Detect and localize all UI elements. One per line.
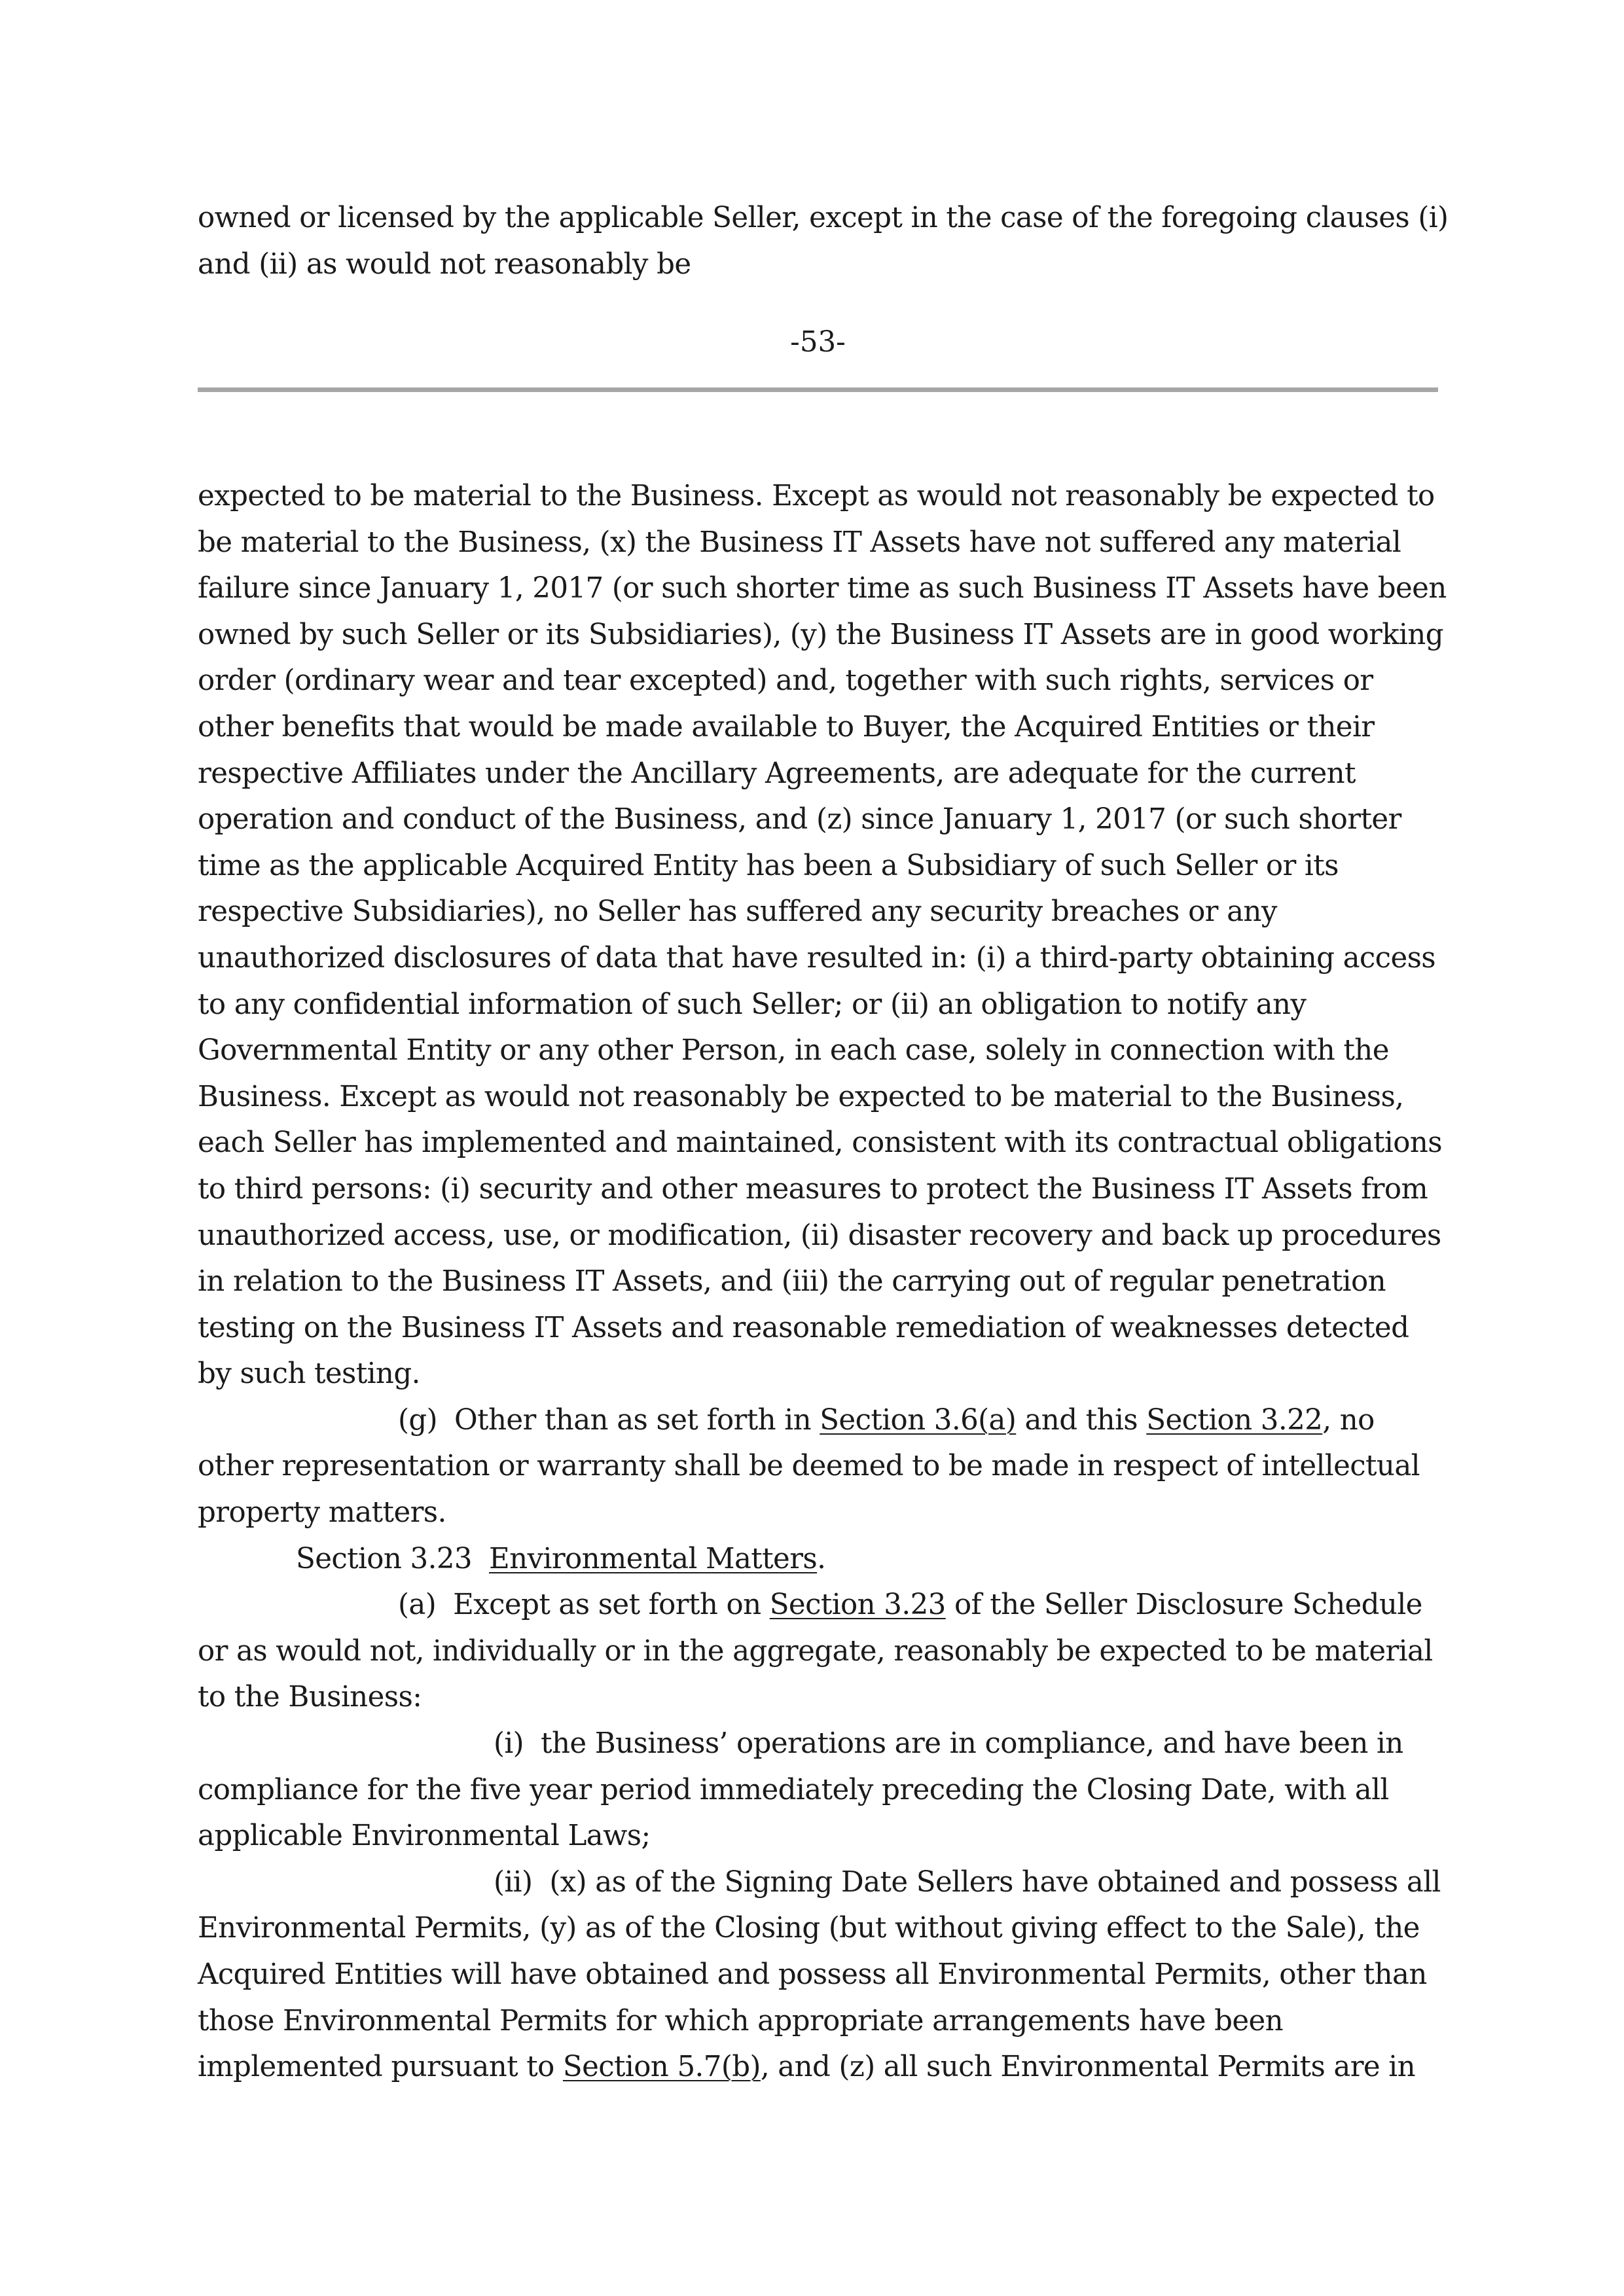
- page-break-rule: [198, 387, 1438, 392]
- section-number: Section 3.23: [296, 1542, 472, 1575]
- text-line: failure since January 1, 2017 (or such shorter time as such Business IT Assets have been: [198, 572, 1447, 605]
- clause-label: (ii): [494, 1865, 533, 1899]
- text-line: or as would not, individually or in the aggregate, reasonably be expected to be material: [198, 1634, 1433, 1668]
- text-line: unauthorized access, use, or modification, (ii) disaster recovery and back up procedures: [198, 1219, 1441, 1252]
- text-run: , no: [1322, 1403, 1375, 1437]
- text-line: be material to the Business, (x) the Business IT Assets have not suffered any material: [198, 526, 1401, 559]
- text-run: .: [817, 1542, 826, 1575]
- text-line: other representation or warranty shall be deemed to be made in respect of intellectual: [198, 1450, 1420, 1483]
- section-title: Environmental Matters: [489, 1542, 818, 1575]
- paragraph-ii: [198, 1859, 1441, 2090]
- paragraph-g: [198, 1397, 1438, 1536]
- text-run: Except as set forth on: [453, 1588, 770, 1622]
- clause-label: (g): [398, 1403, 437, 1437]
- text-line: property matters.: [198, 1496, 446, 1530]
- clause-label: (i): [494, 1727, 524, 1761]
- text-line: Business. Except as would not reasonably be expected to be material to the Business,: [198, 1080, 1404, 1113]
- text-line: each Seller has implemented and maintained, consistent with its contractual obligations: [198, 1126, 1442, 1160]
- paragraph-g-first-line: [198, 1397, 1438, 1444]
- text-line: by such testing.: [198, 1357, 420, 1391]
- page-number: -53-: [790, 326, 846, 359]
- text-line: owned or licensed by the applicable Seller, except in the case of the foregoing clauses (i): [198, 202, 1449, 234]
- text-line: expected to be material to the Business. Except as would not reasonably be expected to: [198, 480, 1435, 512]
- text-line: respective Subsidiaries), no Seller has suffered any security breaches or any: [198, 895, 1277, 929]
- text-run: (x) as of the Signing Date Sellers have obtained and possess all: [549, 1865, 1441, 1899]
- text-line: those Environmental Permits for which appropriate arrangements have been: [198, 2004, 1284, 2037]
- paragraph-i-first-line: [198, 1721, 1438, 1767]
- section-reference-link[interactable]: Section 5.7(b): [562, 2051, 761, 2084]
- carryover-text: [198, 195, 1449, 287]
- paragraph-ii-first-line: [198, 1859, 1441, 1906]
- text-line: in relation to the Business IT Assets, and (iii) the carrying out of regular penetration: [198, 1265, 1386, 1299]
- section-reference-link[interactable]: Section 3.6(a): [820, 1403, 1017, 1437]
- section-reference-link[interactable]: Section 3.23: [769, 1588, 946, 1622]
- text-line: compliance for the five year period immediately preceding the Closing Date, with all: [198, 1773, 1389, 1806]
- text-run: Other than as set forth in: [454, 1403, 820, 1437]
- clause-label: (a): [398, 1588, 437, 1622]
- text-line: operation and conduct of the Business, and (z) since January 1, 2017 (or such shorter: [198, 803, 1401, 836]
- text-line: Acquired Entities will have obtained and possess all Environmental Permits, other than: [198, 1958, 1427, 1991]
- text-line: testing on the Business IT Assets and reasonable remediation of weaknesses detected: [198, 1311, 1409, 1344]
- text-line: unauthorized disclosures of data that have resulted in: (i) a third-party obtaining access: [198, 941, 1436, 975]
- text-run: and this: [1016, 1403, 1147, 1437]
- text-line: and (ii) as would not reasonably be: [198, 247, 691, 281]
- text-line: owned by such Seller or its Subsidiaries), (y) the Business IT Assets are in good working: [198, 618, 1443, 651]
- text-line: other benefits that would be made available to Buyer, the Acquired Entities or their: [198, 710, 1375, 744]
- text-line: to the Business:: [198, 1681, 422, 1714]
- text-run: , and (z) all such Environmental Permits are in: [760, 2051, 1416, 2084]
- text-run: of the Seller Disclosure Schedule: [945, 1588, 1422, 1622]
- paragraph-a-first-line: [198, 1582, 1438, 1628]
- section-heading-line: [198, 1536, 1438, 1583]
- paragraph-i: [198, 1721, 1438, 1859]
- main-text: [198, 473, 1447, 2090]
- section-3-23-heading: [198, 1536, 1438, 1583]
- paragraph-a: [198, 1582, 1438, 1721]
- paragraph-ii-last-line: [198, 2044, 1438, 2090]
- paragraph-f-continuation: [198, 473, 1447, 1397]
- text-run: implemented pursuant to: [198, 2051, 563, 2084]
- text-line: Governmental Entity or any other Person, in each case, solely in connection with the: [198, 1034, 1389, 1067]
- text-line: applicable Environmental Laws;: [198, 1820, 651, 1853]
- text-line: Environmental Permits, (y) as of the Closing (but without giving effect to the Sale), the: [198, 1912, 1420, 1945]
- section-reference-link[interactable]: Section 3.22: [1146, 1403, 1323, 1437]
- text-run: the Business’ operations are in compliance, and have been in: [541, 1727, 1403, 1761]
- text-line: time as the applicable Acquired Entity has been a Subsidiary of such Seller or its: [198, 849, 1339, 882]
- text-line: to third persons: (i) security and other measures to protect the Business IT Assets from: [198, 1172, 1428, 1206]
- text-line: to any confidential information of such Seller; or (ii) an obligation to notify any: [198, 988, 1307, 1021]
- text-line: respective Affiliates under the Ancillary Agreements, are adequate for the current: [198, 757, 1356, 790]
- text-line: order (ordinary wear and tear excepted) and, together with such rights, services or: [198, 664, 1373, 698]
